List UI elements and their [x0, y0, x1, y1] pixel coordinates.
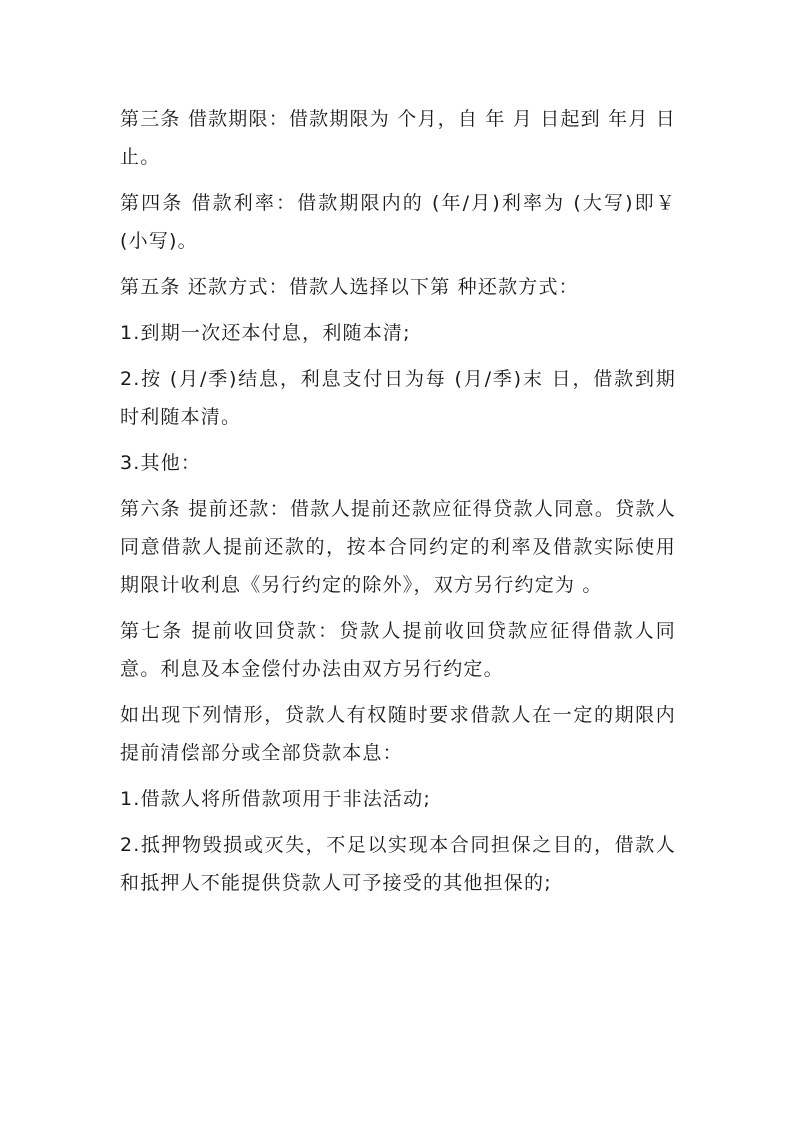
article-4-interest-rate: 第四条 借款利率：借款期限内的 (年/月)利率为 (大写)即￥ (小写)。	[120, 192, 676, 252]
article-5-repayment-method: 第五条 还款方式：借款人选择以下第 种还款方式：	[120, 276, 579, 298]
repayment-option-2: 2.按 (月/季)结息，利息支付日为每 (月/季)末 日，借款到期时利随本清。	[120, 368, 676, 428]
article-7-early-recall: 第七条 提前收回贷款：贷款人提前收回贷款应征得借款人同意。利息及本金偿付办法由双方另行约定。	[120, 620, 676, 680]
article-3-loan-term: 第三条 借款期限：借款期限为 个月，自 年 月 日起到 年月 日止。	[120, 108, 676, 168]
repayment-option-1: 1.到期一次还本付息，利随本清;	[120, 322, 411, 344]
recall-condition-1: 1.借款人将所借款项用于非法活动;	[120, 788, 431, 810]
recall-condition-2: 2.抵押物毁损或灭失，不足以实现本合同担保之目的，借款人和抵押人不能提供贷款人可予接受的其他担保的;	[120, 834, 676, 894]
article-6-early-repayment: 第六条 提前还款：借款人提前还款应征得贷款人同意。贷款人同意借款人提前还款的，按本合同约定的利率及借款实际使用期限计收利息《另行约定的除外》，双方另行约定为 。	[120, 498, 676, 596]
document-body	[120, 100, 676, 910]
recall-conditions-intro: 如出现下列情形，贷款人有权随时要求借款人在一定的期限内提前清偿部分或全部贷款本息：	[120, 704, 676, 764]
repayment-option-3: 3.其他：	[120, 452, 202, 474]
